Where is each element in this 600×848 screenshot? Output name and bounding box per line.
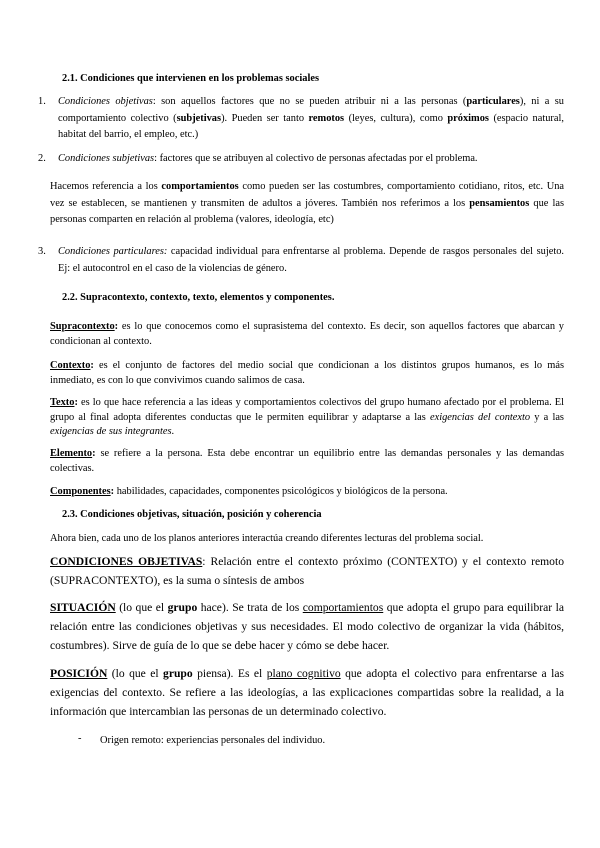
posicion-definition — [50, 664, 564, 721]
supracontexto-definition — [50, 320, 564, 349]
item-2-term: Condiciones subjetivas — [58, 153, 155, 164]
situacion-bold-grupo: grupo — [167, 601, 198, 614]
situacion-text-a: (lo que el — [115, 601, 168, 614]
contexto-term: Contexto — [50, 360, 91, 371]
item-1-bold-subjetivas: subjetivas — [176, 112, 222, 124]
situacion-underline-comportamientos: comportamientos — [302, 601, 384, 614]
item-1-number: 1. — [38, 96, 46, 107]
contexto-text: es el conjunto de factores del medio social que condicionan a los distintos grupos humanos, es lo más inmediato, es con lo que convivimos cuando salimos de casa. — [50, 360, 564, 386]
para-text-a: Hacemos referencia a los — [50, 181, 162, 192]
para-text-c: que las personas comparten en relación al problema (valores, ideología, etc) — [50, 197, 565, 225]
elemento-text: se refiere a la persona. Esta debe encontrar un equilibrio entre las demandas personales y las demandas colectivas. — [50, 448, 564, 474]
supracontexto-text: es lo que conocemos como el suprasistema del contexto. Es decir, son aquellos factores que abarcan y condicionan al contexto. — [50, 321, 564, 347]
para-bold-comportamientos: comportamientos — [161, 181, 239, 192]
contexto-colon: : — [90, 360, 94, 371]
condiciones-objetivas-text: : Relación entre el contexto próximo (CONTEXTO) y el contexto remoto (SUPRACONTEXTO), es la suma o síntesis de ambos — [50, 555, 564, 587]
condiciones-objetivas-definition — [50, 552, 564, 590]
posicion-underline-plano-cognitivo: plano cognitivo — [266, 667, 341, 680]
posicion-bold-grupo: grupo — [163, 667, 193, 680]
comportamientos-paragraph — [50, 179, 564, 229]
bullet-origen-remoto: Origen remoto: experiencias personales del individuo. — [100, 735, 326, 746]
item-1-text-a: : son aquellos factores que no se pueden atribuir ni a las personas ( — [152, 96, 467, 107]
section-2-3-heading: 2.3. Condiciones objetivas, situación, posición y coherencia — [62, 509, 322, 520]
situacion-definition — [50, 598, 564, 655]
item-3-text: capacidad individual para enfrentarse al problema. Depende de rasgos personales del sujeto. Ej: el autocontrol en el caso de la violencias de género. — [58, 246, 565, 274]
situacion-term: SITUACIÓN — [50, 601, 116, 614]
item-1-bold-proximos: próximos — [447, 112, 489, 124]
item-1-bold-particulares: particulares — [466, 96, 520, 107]
item-1-text-e: (espacio natural, habitat del barrio, el empleo, etc.) — [58, 112, 564, 140]
posicion-text-a: (lo que el — [107, 667, 164, 680]
elemento-definition — [50, 447, 564, 476]
item-3-condiciones-particulares — [58, 244, 564, 277]
para-text-b: como pueden ser las costumbres, comportamiento cotidiano, ritos, etc. Una vez se establecen, se mantienen y transmiten de adultos a jóveres. También nos referimos a los — [50, 181, 564, 209]
texto-italic-exigencias-integrantes: exigencias de sus integrantes — [50, 426, 172, 437]
elemento-colon: : — [92, 448, 96, 459]
item-1-term: Condiciones objetivas — [58, 96, 153, 107]
section-2-1-heading: 2.1. Condiciones que intervienen en los problemas sociales — [62, 73, 319, 84]
item-2-condiciones-subjetivas — [58, 151, 564, 168]
texto-text-b: y a las — [530, 411, 564, 423]
intro-paragraph: Ahora bien, cada uno de los planos anteriores interactúa creando diferentes lecturas del problema social. — [50, 533, 484, 544]
item-2-text: : factores que se atribuyen al colectivo de personas afectadas por el problema. — [154, 153, 478, 164]
texto-term: Texto — [50, 397, 75, 408]
elemento-term: Elemento — [50, 448, 93, 459]
texto-text-a: es lo que hace referencia a las ideas y comportamientos colectivos del grupo humano afectado por el problema. El grupo al final adopta diferentes conductas que le permiten equilibrar y adaptarse a las — [50, 397, 564, 423]
item-3-number: 3. — [38, 246, 46, 257]
situacion-text-b: hace). Se trata de los — [197, 601, 303, 614]
item-1-text-c: ). Pueden ser tanto — [221, 112, 309, 124]
item-1-text-b: ), ni a su comportamiento colectivo ( — [58, 96, 564, 124]
texto-definition — [50, 396, 564, 440]
item-1-bold-remotos: remotos — [308, 112, 345, 124]
posicion-text-b: piensa). Es el — [192, 667, 267, 680]
componentes-colon: : — [110, 486, 115, 497]
componentes-definition — [50, 485, 564, 500]
condiciones-objetivas-term: CONDICIONES OBJETIVAS — [50, 555, 203, 568]
posicion-term: POSICIÓN — [50, 667, 108, 680]
texto-italic-exigencias-contexto: exigencias del contexto — [429, 411, 531, 423]
situacion-text-c: que adopta el grupo para equilibrar la relación entre las condiciones objetivas y sus necesidades. El modo colectivo de organizar la vida (hábitos, costumbres). Sirve de guía de lo que se debe hacer y cómo se debe hacer. — [50, 601, 565, 652]
texto-colon: : — [74, 397, 78, 408]
item-1-condiciones-objetivas — [58, 94, 564, 144]
item-2-number: 2. — [38, 153, 46, 164]
posicion-text-c: que adopta el colectivo para enfrentarse a las exigencias del contexto. Se refiere a las ideologías, a las explicaciones compartidas sobre la realidad, a la información que intercambian las personas de un determinado colectivo. — [50, 667, 565, 718]
section-2-2-heading: 2.2. Supracontexto, contexto, texto, elementos y componentes. — [62, 292, 335, 303]
item-1-text-d: (leyes, cultura), como — [344, 112, 448, 124]
bullet-dash: - — [78, 733, 82, 744]
supracontexto-colon: : — [114, 321, 119, 332]
item-3-term: Condiciones particulares: — [58, 246, 168, 257]
para-bold-pensamientos: pensamientos — [469, 197, 530, 209]
texto-text-c: . — [171, 426, 175, 437]
componentes-text: habilidades, capacidades, componentes psicológicos y biológicos de la persona. — [114, 486, 448, 497]
supracontexto-term: Supracontexto — [50, 321, 115, 332]
contexto-definition — [50, 359, 564, 388]
componentes-term: Componentes — [50, 486, 111, 497]
